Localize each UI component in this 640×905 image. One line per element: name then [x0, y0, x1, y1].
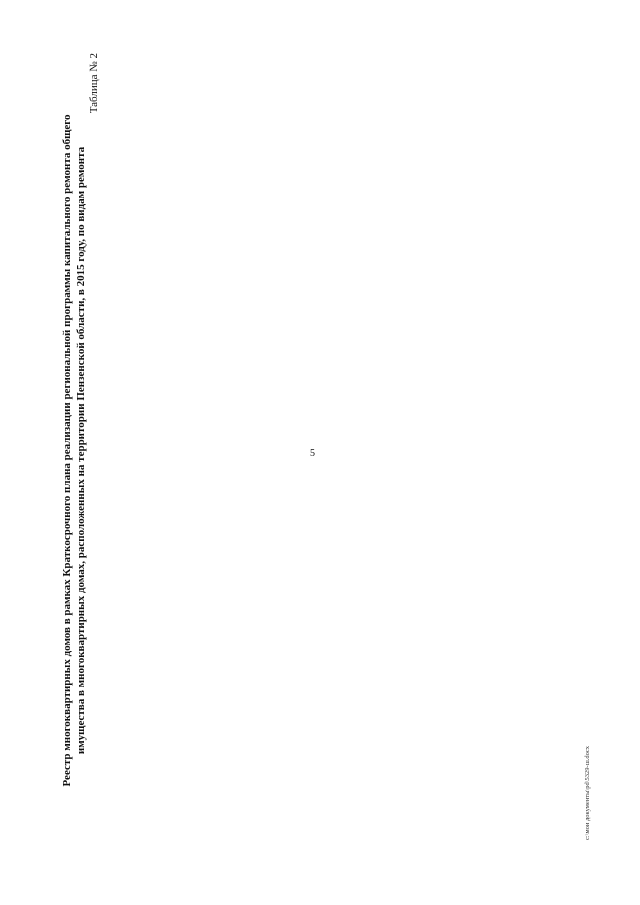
title-line: Реестр многоквартирных домов в рамках Краткосрочного плана реализации региональной программы капитального ремонта общего	[61, 114, 73, 787]
file-path-footer: c:\мои документы\pd\5329-ш.docx	[584, 746, 591, 840]
title-line: имущества в многоквартирных домах, расположенных на территории Пензенской области, в 2015 году, по видам ремонта	[75, 146, 87, 755]
rotated-page	[60, 23, 580, 878]
document-title	[60, 23, 88, 878]
page-number: 5	[310, 448, 315, 459]
table-label: Таблица № 2	[88, 53, 100, 114]
